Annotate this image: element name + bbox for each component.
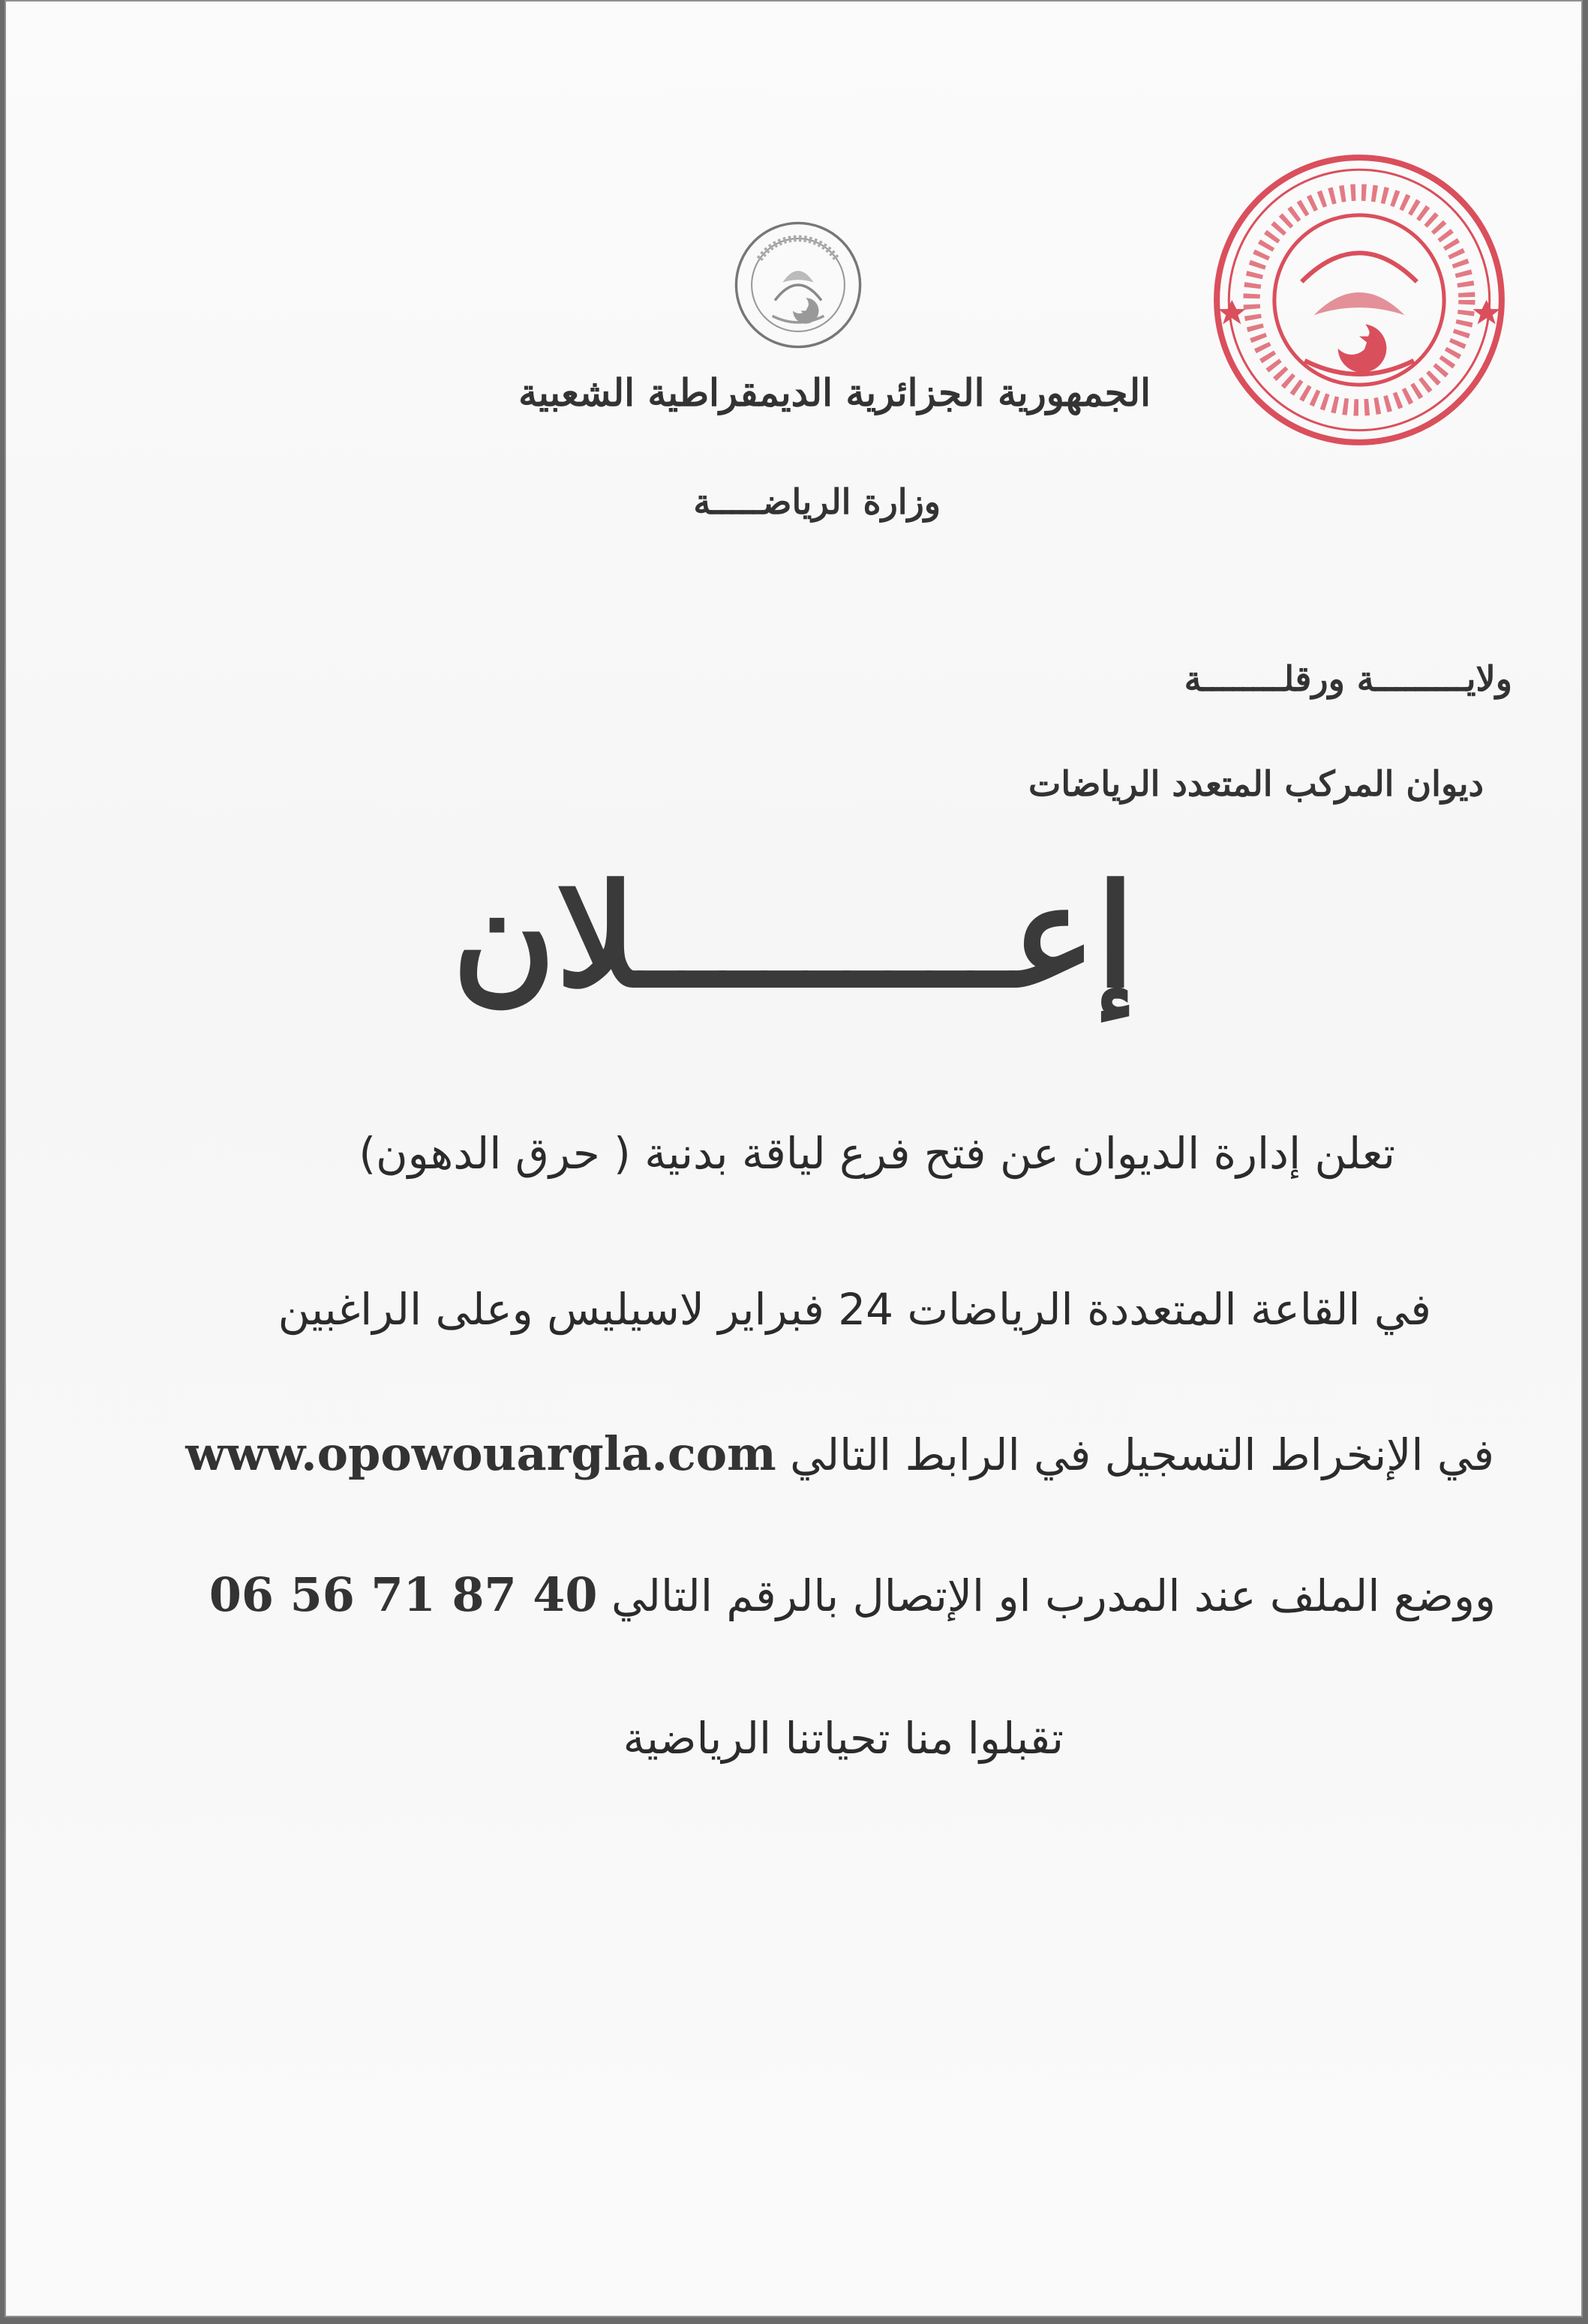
republic-header: الجمهورية الجزائرية الديمقراطية الشعبية (518, 370, 1151, 415)
body-line-2: في القاعة المتعددة الرياضات 24 فبراير لاسيليس وعلى الراغبين (278, 1284, 1431, 1335)
office-line: ديوان المركب المتعدد الرياضات (1028, 763, 1484, 804)
document-page (5, 0, 1583, 2317)
national-emblem-icon (734, 220, 863, 349)
body-line-3 (185, 1426, 1494, 1481)
ministry-header: وزارة الرياضـــــة (693, 481, 941, 522)
registration-link[interactable]: www.opowouargla.com (185, 1426, 776, 1481)
phone-number: 06 56 71 87 40 (209, 1567, 598, 1622)
body-line-1: تعلن إدارة الديوان عن فتح فرع لياقة بدنية ( حرق الدهون) (359, 1128, 1395, 1179)
body-line-4 (209, 1567, 1496, 1622)
body-line-3-text: في الإنخراط التسجيل في الرابط التالي (790, 1429, 1494, 1480)
announcement-title: إعـــــــــلان (452, 853, 1136, 1019)
wilaya-line: ولايـــــــــة ورقلــــــــة (1184, 658, 1512, 699)
body-line-4-text: ووضع الملف عند المدرب او الإتصال بالرقم التالي (611, 1570, 1496, 1621)
official-stamp-icon (1208, 148, 1511, 451)
closing-line: تقبلوا منا تحياتنا الرياضية (623, 1713, 1064, 1764)
